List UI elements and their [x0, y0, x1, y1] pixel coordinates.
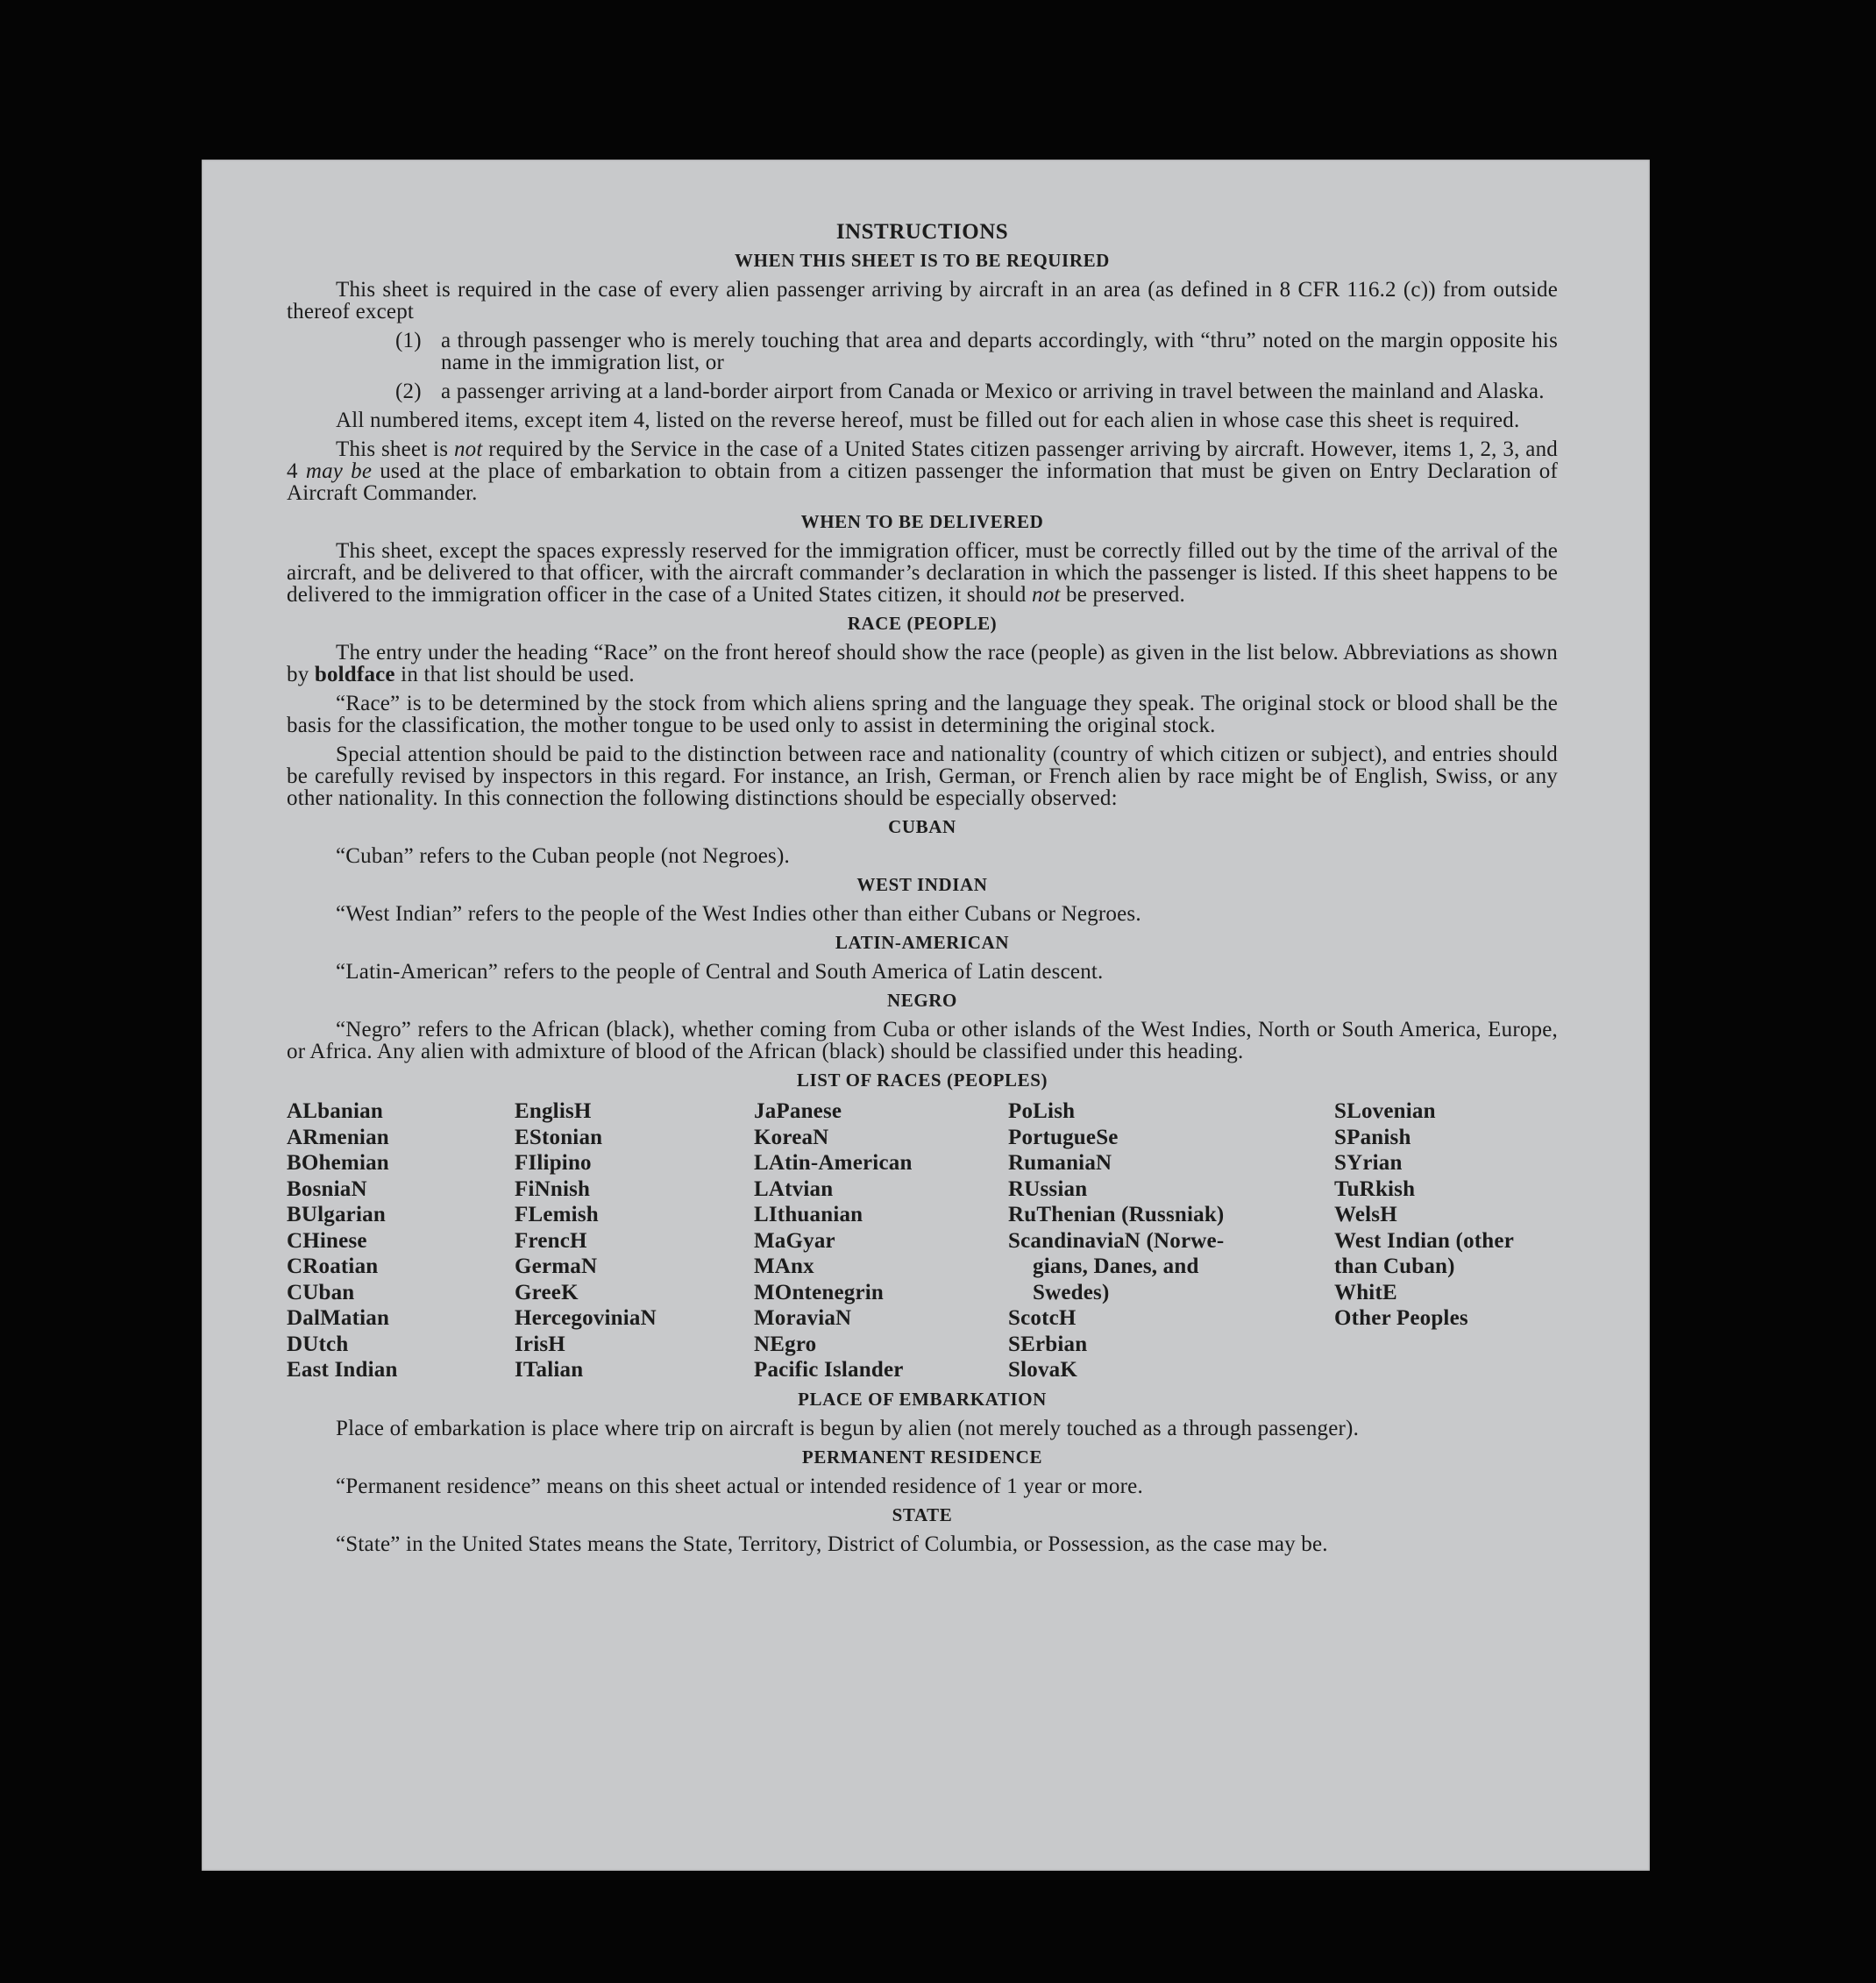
heading-permanent-residence: PERMANENT RESIDENCE — [801, 1446, 1043, 1468]
race-item: HercegoviniaN — [515, 1306, 657, 1330]
race-item: ITalian — [515, 1358, 584, 1382]
race-item: MOntenegrin — [754, 1280, 885, 1304]
race-item-continued: than Cuban) — [1334, 1254, 1455, 1278]
para-race-entry: The entry under the heading “Race” on the front hereof should show the race (people) as given in the list below. Abbreviations as shown by boldface in that list should be used. — [287, 641, 1558, 686]
race-item: SLovenian — [1334, 1099, 1436, 1123]
exception-text: a through passenger who is merely touching that area and departs accordingly, with “thru” noted on the margin opposite his name in the immigration list, or — [441, 329, 1558, 374]
para-permanent-residence: “Permanent residence” means on this sheet actual or intended residence of 1 year or more. — [336, 1474, 1143, 1498]
race-item: WhitE — [1334, 1280, 1397, 1304]
race-item: SlovaK — [1008, 1358, 1077, 1382]
heading-state: STATE — [892, 1503, 953, 1525]
race-item: CRoatian — [287, 1254, 379, 1278]
race-item: Other Peoples — [1334, 1306, 1468, 1330]
race-item: LAtin-American — [754, 1151, 913, 1175]
race-item: ScotcH — [1008, 1306, 1077, 1330]
para-race-definition: “Race” is to be determined by the stock from which aliens spring and the language they speak. The original stock or blood shall be the basis for the classification, the mother tongue to be used only to assist in determining the original stock. — [287, 692, 1558, 737]
heading-list-of-races: LIST OF RACES (PEOPLES) — [796, 1070, 1048, 1091]
para-negro: “Negro” refers to the African (black), whether coming from Cuba or other islands of the West Indies, North or South America, Europe, or Africa. Any alien with admixture of blood of the African (black) should be classified under this heading. — [287, 1018, 1558, 1063]
heading-when-required: WHEN THIS SHEET IS TO BE REQUIRED — [735, 250, 1110, 271]
race-item: FiNnish — [515, 1176, 591, 1201]
para-numbered-items: All numbered items, except item 4, listed on the reverse hereof, must be filled out for each alien in whose case this sheet is required. — [336, 409, 1520, 432]
race-item: RumaniaN — [1008, 1151, 1112, 1175]
race-item: BosniaN — [287, 1176, 367, 1201]
emphasis-boldface: boldface — [314, 663, 395, 686]
race-item: LIthuanian — [754, 1203, 863, 1226]
race-item: ScandinaviaN (Norwe- — [1008, 1228, 1225, 1253]
race-item: SYrian — [1334, 1151, 1403, 1175]
race-item: East Indian — [287, 1358, 398, 1382]
exception-item-1 — [287, 330, 1558, 373]
race-item: NEgro — [754, 1332, 817, 1356]
para-required-intro: This sheet is required in the case of every alien passenger arriving by aircraft in an area (as defined in 8 CFR 116.2 (c)) from outside thereof except — [287, 278, 1558, 323]
race-item: MoraviaN — [754, 1306, 852, 1330]
heading-negro: NEGRO — [886, 990, 957, 1011]
race-item: RuThenian (Russniak) — [1008, 1203, 1225, 1226]
race-item: DUtch — [287, 1332, 349, 1356]
heading-latin-american: LATIN-AMERICAN — [835, 932, 1010, 953]
heading-cuban: CUBAN — [888, 816, 956, 837]
race-item-continued: Swedes) — [1033, 1280, 1110, 1304]
race-item-continued: gians, Danes, and — [1033, 1254, 1199, 1278]
para-embarkation: Place of embarkation is place where trip on aircraft is begun by alien (not merely touched as a through passenger). — [336, 1416, 1360, 1440]
race-item: PortugueSe — [1008, 1125, 1119, 1149]
race-item: TuRkish — [1334, 1176, 1416, 1201]
race-item: GermaN — [515, 1254, 598, 1278]
race-item: KoreaN — [754, 1125, 829, 1149]
race-item: BUlgarian — [287, 1203, 386, 1226]
para-latin-american: “Latin-American” refers to the people of Central and South America of Latin descent. — [336, 960, 1104, 984]
race-item: Pacific Islander — [754, 1358, 904, 1382]
race-item: FrencH — [515, 1228, 587, 1253]
para-when-delivered: This sheet, except the spaces expressly reserved for the immigration officer, must be correctly filled out by the time of the arrival of the aircraft, and be delivered to that officer, with the aircraft commander’s declaration in which the passenger is listed. If this sheet happens to be delivered to the immigration officer in the case of a United States citizen, it should not be preserved. — [287, 539, 1558, 607]
para-citizen-passenger: This sheet is not required by the Service in the case of a United States citizen passenger arriving by aircraft. However, items 1, 2, 3, and 4 may be used at the place of embarkation to obtain from a citizen passenger the information that must be given on Entry Declaration of Aircraft Commander. — [287, 437, 1558, 505]
race-item: PoLish — [1008, 1099, 1076, 1123]
emphasis-not: not — [453, 437, 483, 461]
exception-number: (2) — [395, 380, 422, 403]
heading-west-indian: WEST INDIAN — [856, 874, 988, 895]
race-item: SPanish — [1334, 1125, 1411, 1149]
race-item: RUssian — [1008, 1176, 1088, 1201]
exception-text: a passenger arriving at a land-border airport from Canada or Mexico or arriving in travel between the mainland and Alaska. — [441, 380, 1545, 403]
race-item: MAnx — [754, 1254, 814, 1278]
race-item: ALbanian — [287, 1099, 383, 1123]
races-column-3 — [754, 1098, 1008, 1383]
race-item: West Indian (other — [1334, 1228, 1515, 1253]
heading-when-delivered: WHEN TO BE DELIVERED — [800, 511, 1044, 532]
race-item: EnglisH — [515, 1099, 592, 1123]
emphasis-may-be: may be — [305, 459, 373, 483]
race-item: FLemish — [515, 1203, 599, 1226]
exception-number: (1) — [395, 329, 422, 352]
race-item: IrisH — [515, 1332, 565, 1356]
para-state: “State” in the United States means the State, Territory, District of Columbia, or Possession, as the case may be. — [336, 1532, 1328, 1556]
races-column-5 — [1334, 1098, 1558, 1383]
races-column-4 — [1008, 1098, 1334, 1383]
race-item: CHinese — [287, 1228, 367, 1253]
race-item: DalMatian — [287, 1306, 390, 1330]
race-item: GreeK — [515, 1280, 579, 1304]
race-item: SErbian — [1008, 1332, 1088, 1356]
races-list — [287, 1098, 1558, 1383]
para-west-indian: “West Indian” refers to the people of the West Indies other than either Cubans or Negroes. — [336, 902, 1141, 926]
race-item: JaPanese — [754, 1099, 842, 1123]
race-item: LAtvian — [754, 1176, 834, 1201]
race-item: EStonian — [515, 1125, 603, 1149]
races-column-2 — [515, 1098, 754, 1383]
para-race-nationality: Special attention should be paid to the distinction between race and nationality (country of which citizen or subject), and entries should be carefully revised by inspectors in this regard. For instance, an Irish, German, or French alien by race might be of English, Swiss, or any other nationality. In this connection the following distinctions should be especially observed: — [287, 743, 1558, 810]
race-item: CUban — [287, 1280, 355, 1304]
para-cuban: “Cuban” refers to the Cuban people (not Negroes). — [336, 844, 790, 868]
race-item: ARmenian — [287, 1125, 389, 1149]
exception-item-2 — [287, 380, 1558, 402]
race-item: FIlipino — [515, 1151, 592, 1175]
heading-embarkation: PLACE OF EMBARKATION — [798, 1388, 1047, 1410]
race-item: BOhemian — [287, 1151, 389, 1175]
race-item: MaGyar — [754, 1228, 835, 1253]
emphasis-not: not — [1032, 583, 1061, 607]
page-title: INSTRUCTIONS — [835, 220, 1009, 244]
document-page — [202, 160, 1650, 1871]
heading-race: RACE (PEOPLE) — [847, 613, 998, 634]
instructions-content — [287, 221, 1558, 1562]
races-column-1 — [287, 1098, 515, 1383]
race-item: WelsH — [1334, 1203, 1397, 1226]
